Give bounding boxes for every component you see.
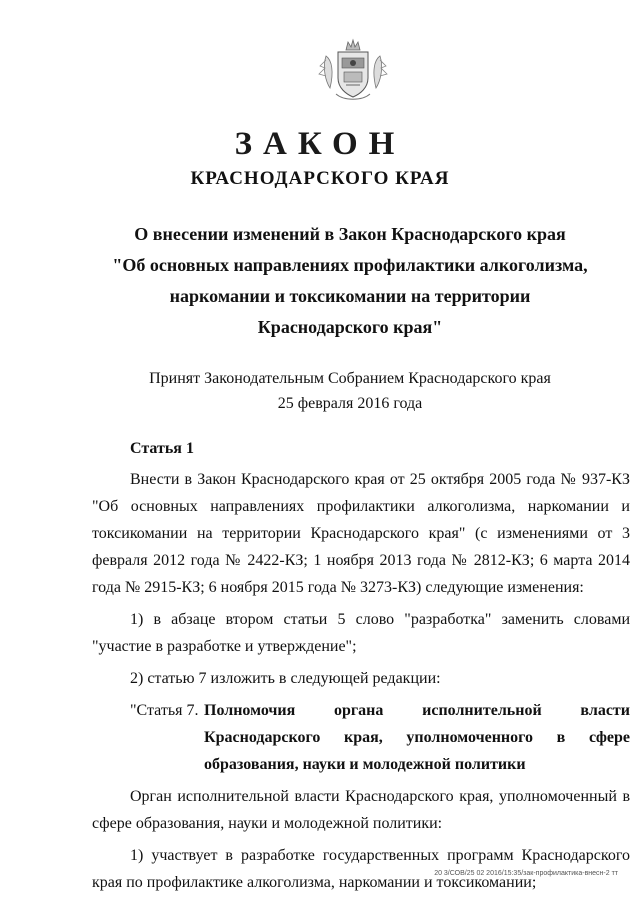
article-body (92, 466, 630, 896)
law-heading-line: "Об основных направлениях профилактики алкоголизма, (112, 255, 588, 275)
article-7-number: "Статья 7. (130, 702, 199, 719)
adoption-body: Принят Законодательным Собранием Краснодарского края (149, 370, 551, 387)
article-title: Статья 1 (130, 440, 194, 457)
document-issuer-subtitle: КРАСНОДАРСКОГО КРАЯ (190, 168, 450, 189)
law-heading (60, 219, 640, 343)
article-7-heading (92, 697, 630, 778)
article-7-title: Полномочия органа исполнительной власти Краснодарского края, уполномоченного в сфере образования, науки и молодежной политики (204, 702, 630, 773)
adoption-date: 25 февраля 2016 года (277, 395, 423, 412)
adoption-note (60, 366, 640, 416)
coat-of-arms-emblem (316, 38, 390, 104)
law-heading-line: наркомании и токсикомании на территории (169, 286, 531, 306)
law-heading-line: О внесении изменений в Закон Краснодарского края (134, 224, 566, 244)
article-paragraph: Внести в Закон Краснодарского края от 25 октября 2005 года № 937-КЗ "Об основных направлениях профилактики алкоголизма, наркомании и токсикомании на территории Краснодарского края" (с изменениями от 3 февраля 2012 года № 2422-КЗ; 1 ноября 2013 года № 2812-КЗ; 6 марта 2014 года № 2915-КЗ; 6 ноября 2015 года № 3273-КЗ) следующие изменения: (92, 471, 630, 596)
document-type-title: ЗАКОН (234, 126, 406, 162)
law-heading-line: Краснодарского края" (257, 317, 443, 337)
article-list-item: 1) участвует в разработке государственных программ Краснодарского края по профилактике алкоголизма, наркомании и токсикомании; (92, 847, 630, 891)
article-paragraph: Орган исполнительной власти Краснодарского края, уполномоченный в сфере образования, науки и молодежной политики: (92, 788, 630, 832)
article-list-item: 1) в абзаце втором статьи 5 слово "разработка" заменить словами "участие в разработке и утверждение"; (92, 611, 630, 655)
article-list-item: 2) статью 7 изложить в следующей редакции: (130, 670, 441, 687)
footer-file-stamp: 20 3/СОВ/25 02 2016/15:35/зак-профилактика-внесн-2 тт (434, 870, 618, 877)
